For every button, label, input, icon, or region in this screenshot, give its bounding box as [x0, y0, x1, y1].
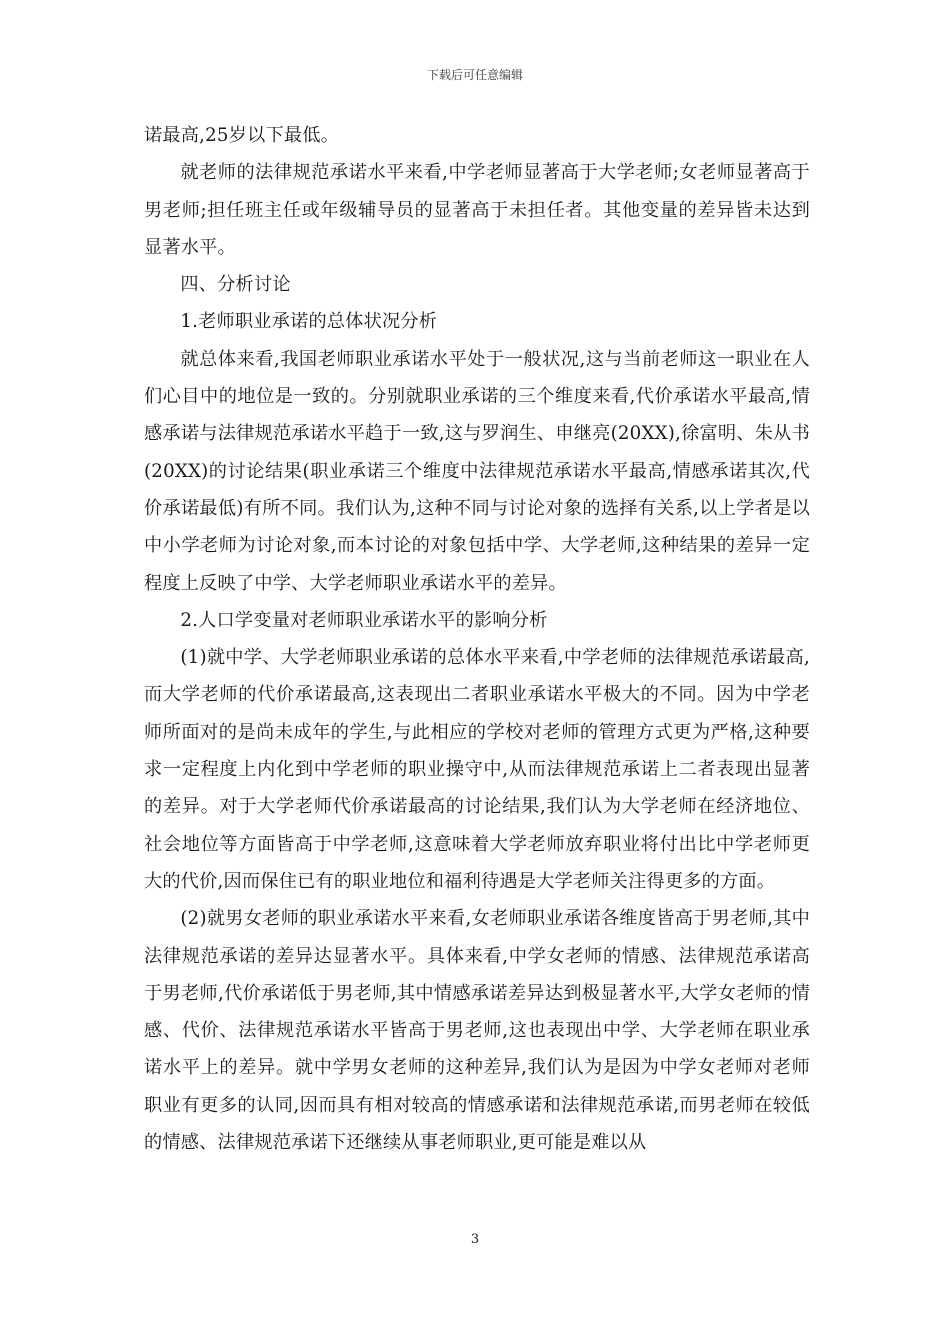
page-number: 3 — [470, 1232, 480, 1247]
paragraph-overall-analysis: 就总体来看,我国老师职业承诺水平处于一般状况,这与当前老师这一职业在人们心目中的地位是一致的。分别就职业承诺的三个维度来看,代价承诺水平最高,情感承诺与法律规范承诺水平趋于一致,这与罗润生、申继亮(20XX),徐富明、朱从书(20XX)的讨论结果(职业承诺三个维度中法律规范承诺水平最高,情感承诺其次,代价承诺最低)有所不同。我们认为,这种不同与讨论对象的选择有关系,以上学者是以中小学老师为讨论对象,而本讨论的对象包括中学、大学老师,这种结果的差异一定程度上反映了中学、大学老师职业承诺水平的差异。 — [144, 348, 810, 594]
paragraph-continuation: 诺最高,25岁以下最低。 — [144, 125, 340, 146]
page-header: 下载后可任意编辑 — [426, 68, 523, 82]
section-heading-analysis: 四、分析讨论 — [180, 274, 291, 296]
subheading-demographic-analysis: 2.人口学变量对老师职业承诺水平的影响分析 — [180, 609, 548, 631]
paragraph-legal-norm-commitment: 就老师的法律规范承诺水平来看,中学老师显著高于大学老师;女老师显著高于男老师;担任班主任或年级辅导员的显著高于未担任者。其他变量的差异皆未达到显著水平。 — [144, 162, 810, 258]
document-body — [144, 117, 810, 1161]
subheading-overall-analysis: 1.老师职业承诺的总体状况分析 — [180, 311, 438, 333]
paragraph-gender-comparison: (2)就男女老师的职业承诺水平来看,女老师职业承诺各维度皆高于男老师,其中法律规范承诺的差异达显著水平。具体来看,中学女老师的情感、法律规范承诺高于男老师,代价承诺低于男老师,其中情感承诺差异达到极显著水平,大学女老师的情感、代价、法律规范承诺水平皆高于男老师,这也表现出中学、大学老师在职业承诺水平上的差异。就中学男女老师的这种差异,我们认为是因为中学女老师对老师职业有更多的认同,因而具有相对较高的情感承诺和法律规范承诺,而男老师在较低的情感、法律规范承诺下还继续从事老师职业,更可能是难以从 — [144, 908, 810, 1154]
paragraph-school-level-comparison: (1)就中学、大学老师职业承诺的总体水平来看,中学老师的法律规范承诺最高,而大学老师的代价承诺最高,这表现出二者职业承诺水平极大的不同。因为中学老师所面对的是尚未成年的学生,与此相应的学校对老师的管理方式更为严格,这种要求一定程度上内化到中学老师的职业操守中,从而法律规范承诺上二者表现出显著的差异。对于大学老师代价承诺最高的讨论结果,我们认为大学老师在经济地位、社会地位等方面皆高于中学老师,这意味着大学老师放弃职业将付出比中学老师更大的代价,因而保住已有的职业地位和福利待遇是大学老师关注得更多的方面。 — [144, 647, 810, 892]
